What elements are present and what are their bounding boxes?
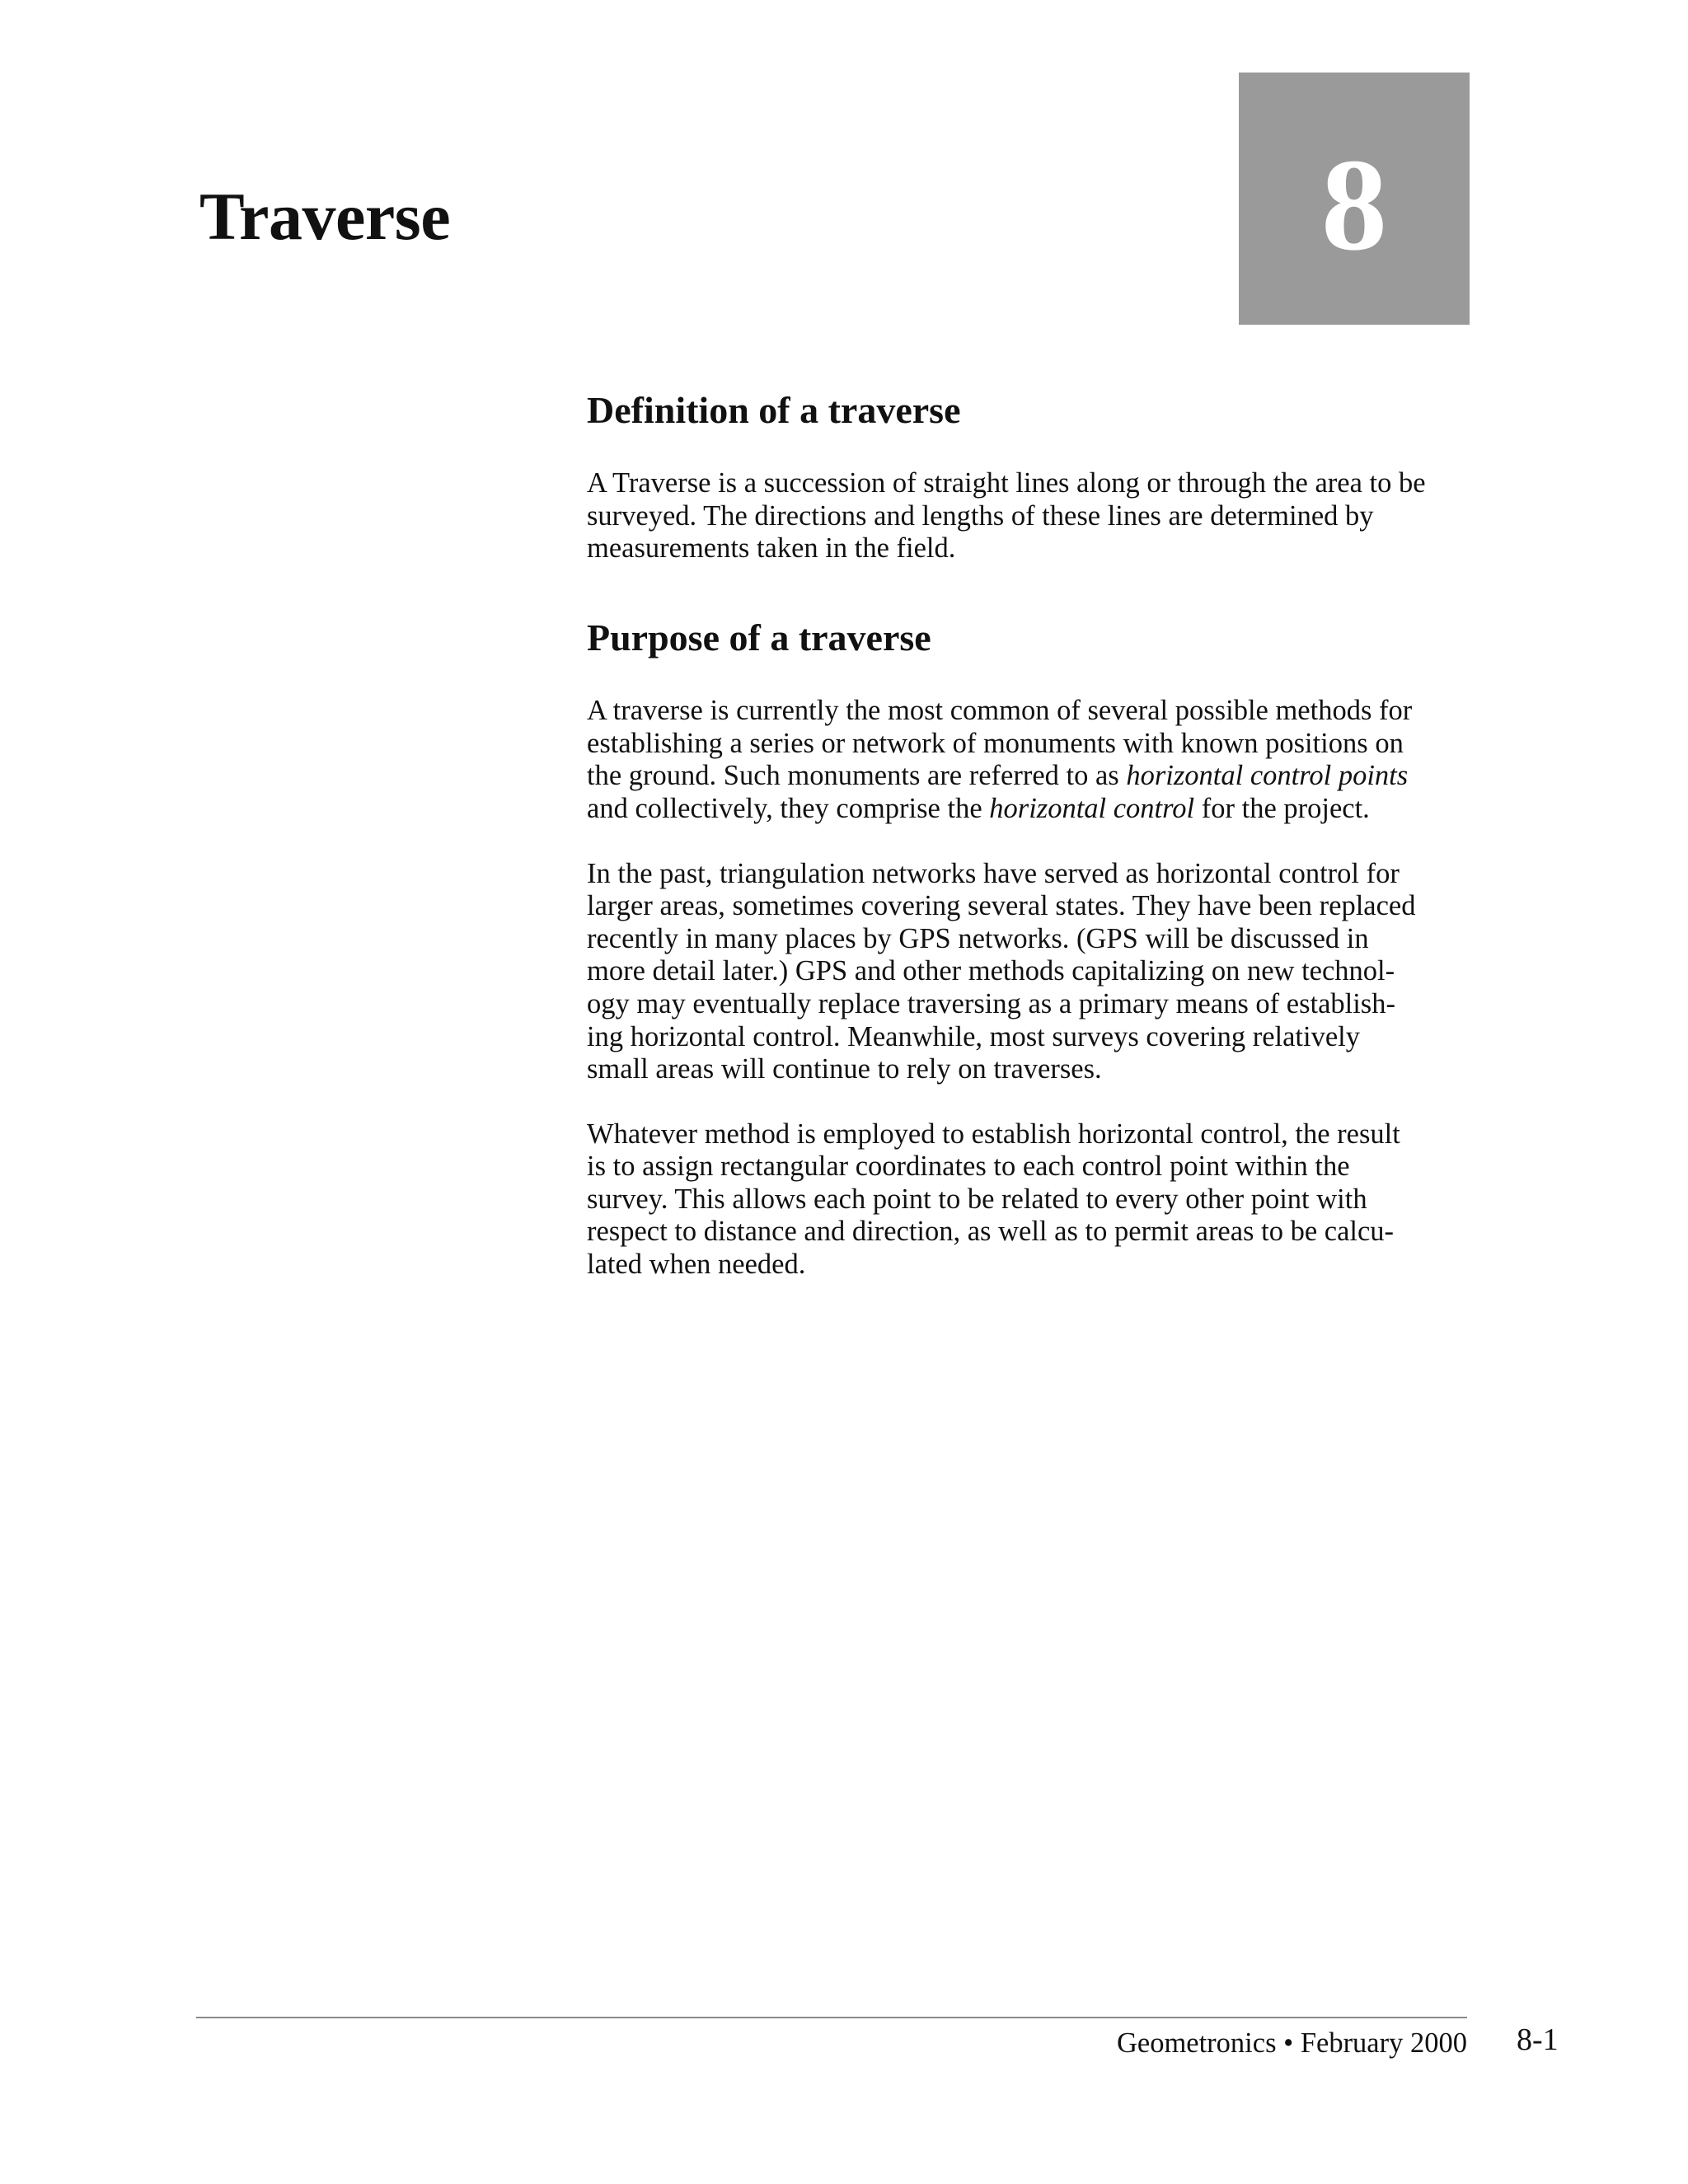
purpose-paragraph-1 <box>587 695 1477 825</box>
chapter-number-box <box>1239 73 1470 325</box>
purpose-paragraph-1-text-a: A traverse is currently the most common of several possible methods for establishing a series or network of monuments with known positions on the ground. Such monuments are referred to as <box>587 695 1413 792</box>
chapter-number: 8 <box>1321 131 1387 278</box>
purpose-paragraph-3: Whatever method is employed to establish horizontal control, the result is to assign rectangular coordinates to each control point within the survey. This allows each point to be related to every other point with respect to distance and direction, as well as to permit areas to be calcu- lated when needed. <box>587 1118 1400 1281</box>
chapter-content <box>587 379 1477 1282</box>
chapter-title: Traverse <box>199 179 451 254</box>
page-number: 8-1 <box>1517 2022 1559 2057</box>
purpose-heading: Purpose of a traverse <box>587 616 931 658</box>
definition-paragraph: A Traverse is a succession of straight lines along or through the area to be surveyed. The directions and lengths of these lines are determined by measurements taken in the field. <box>587 467 1426 565</box>
definition-heading: Definition of a traverse <box>587 389 961 431</box>
term-horizontal-control: horizontal control <box>989 792 1195 824</box>
footer-divider <box>196 2017 1467 2018</box>
purpose-paragraph-1-text-b: and collectively, they comprise the <box>587 792 982 824</box>
purpose-paragraph-1-text-c: for the project. <box>1194 792 1370 824</box>
footer-text: Geometronics • February 2000 <box>1116 2027 1467 2059</box>
term-horizontal-control-points: horizontal control points <box>1126 760 1409 792</box>
purpose-paragraph-2: In the past, triangulation networks have served as horizontal control for larger areas, sometimes covering several states. They have been replaced recently in many places by GPS networks. (GPS will be discussed in more detail later.) GPS and other methods capitalizing on new technol- ogy may eventually replace traversing as a primary means of establish- ing horizontal control. Meanwhile, most surveys covering relatively small areas will continue to rely on traverses. <box>587 857 1416 1085</box>
